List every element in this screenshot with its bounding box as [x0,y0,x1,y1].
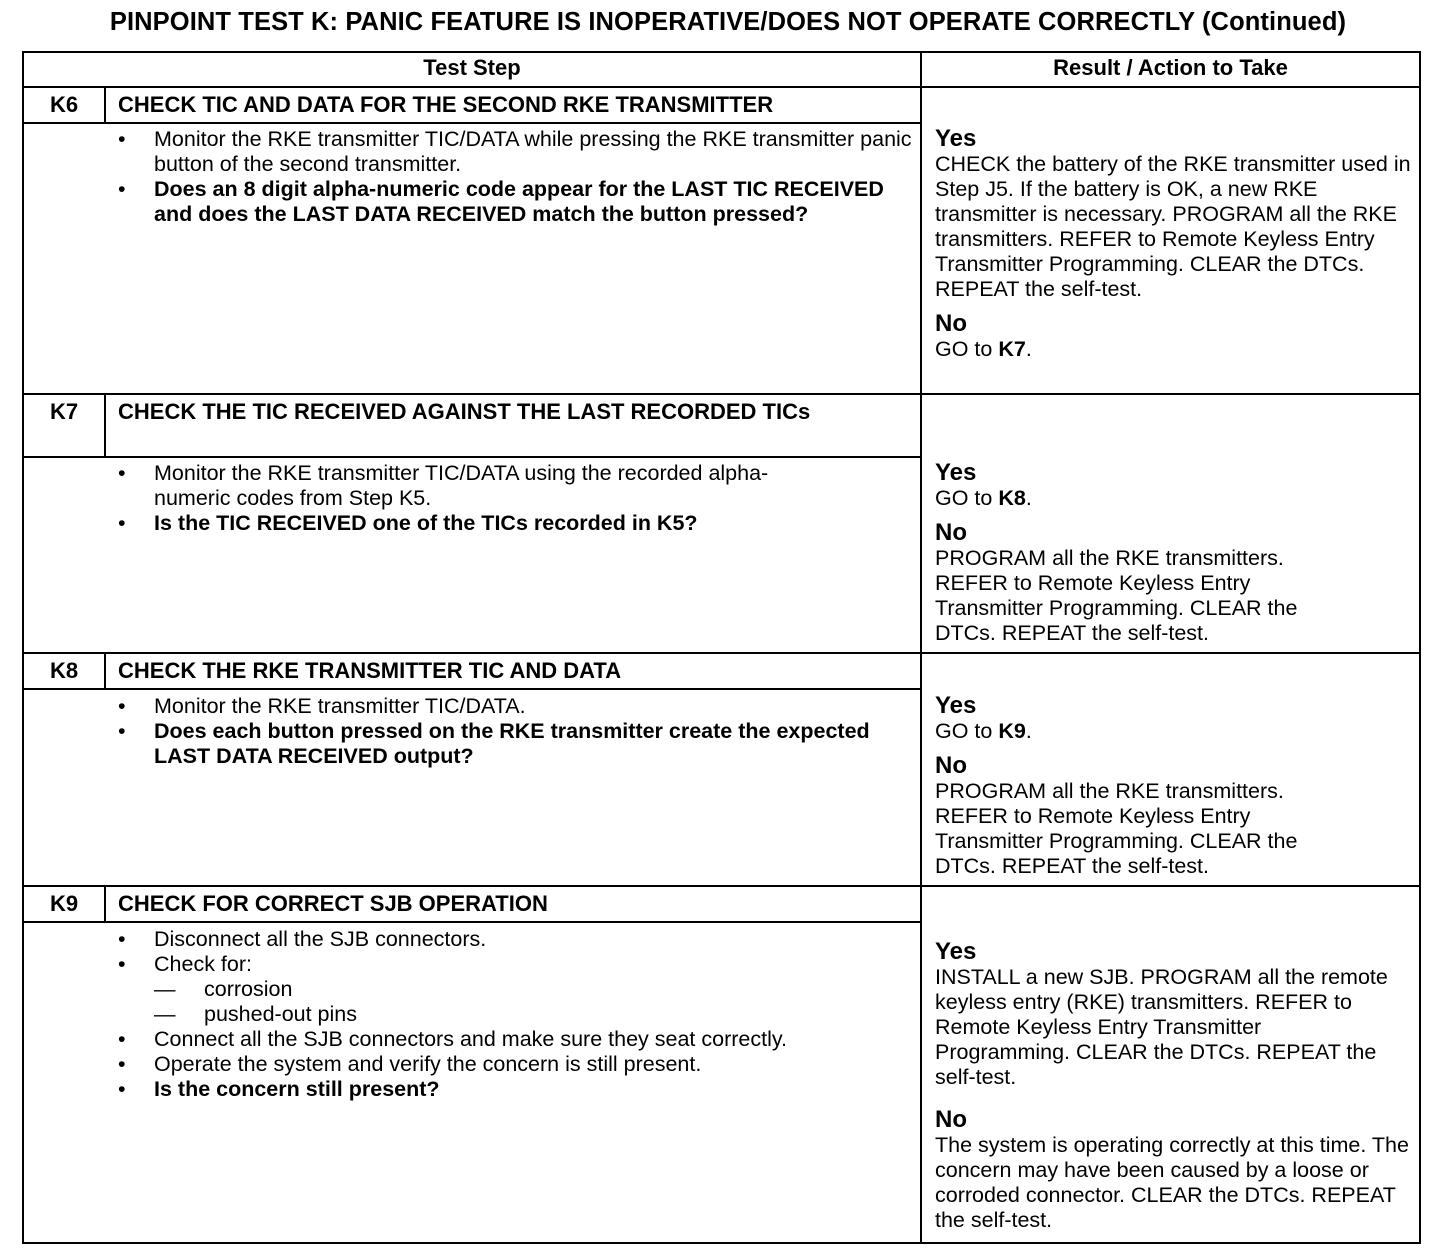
list-item: • Operate the system and verify the concern is still present. [114,1052,914,1077]
list-item: • Monitor the RKE transmitter TIC/DATA while pressing the RKE transmitter panic button of the second transmitter. [114,127,914,177]
goto-step-link[interactable]: K8 [998,486,1026,510]
list-item-question: • Does each button pressed on the RKE transmitter create the expected LAST DATA RECEIVED output? [114,719,914,769]
step-instructions [114,461,914,536]
list-item: • Connect all the SJB connectors and make sure they seat correctly. [114,1027,914,1052]
step-title-divider [22,688,921,690]
step-id-divider [104,86,106,124]
yes-label: Yes [935,459,977,486]
column-header-test-step: Test Step [423,55,521,80]
list-item: • Monitor the RKE transmitter TIC/DATA using the recorded alpha-numeric codes from Step K5. [114,461,914,511]
no-label: No [935,519,967,546]
yes-label: Yes [935,938,977,965]
yes-label: Yes [935,692,977,719]
yes-action: INSTALL a new SJB. PROGRAM all the remote keyless entry (RKE) transmitters. REFER to Remote Keyless Entry Transmitter Programming. CLEAR the DTCs. REPEAT the self-test. [935,965,1388,1089]
list-item-question: • Is the TIC RECEIVED one of the TICs recorded in K5? [114,511,914,536]
sub-list-item: — pushed-out pins [154,1002,357,1026]
step-id: K9 [49,891,79,916]
column-divider [920,51,922,1244]
yes-action: GO to K9. [935,719,1032,743]
step-instructions [114,927,914,1102]
step-result [935,126,1415,362]
step-id-divider [104,393,106,458]
no-action: PROGRAM all the RKE transmitters. REFER to Remote Keyless Entry Transmitter Programming. CLEAR the DTCs. REPEAT the self-test. [935,546,1298,645]
yes-action: GO to K8. [935,486,1032,510]
step-title: CHECK FOR CORRECT SJB OPERATION [118,891,548,916]
no-label: No [935,752,967,779]
column-header-result: Result / Action to Take [1053,55,1288,80]
step-title-divider [22,921,921,923]
sub-list-item: — corrosion [154,977,293,1001]
list-item-question: • Does an 8 digit alpha-numeric code appear for the LAST TIC RECEIVED and does the LAST DATA RECEIVED match the button pressed? [114,177,914,227]
step-instructions [114,694,914,769]
goto-step-link[interactable]: K7 [998,337,1026,361]
step-id: K6 [49,92,79,117]
no-label: No [935,1106,967,1133]
goto-step-link[interactable]: K9 [998,719,1026,743]
list-item: • Monitor the RKE transmitter TIC/DATA. [114,694,914,719]
no-action: PROGRAM all the RKE transmitters. REFER to Remote Keyless Entry Transmitter Programming. CLEAR the DTCs. REPEAT the self-test. [935,779,1298,878]
dash-marker: — [154,1002,176,1026]
step-result [935,460,1415,646]
no-action: GO to K7. [935,337,1032,361]
row-divider [22,393,1421,395]
step-result [935,939,1415,1233]
step-result [935,693,1415,879]
step-id-divider [104,652,106,690]
header-divider [22,86,1421,88]
step-title: CHECK THE RKE TRANSMITTER TIC AND DATA [118,658,622,683]
yes-label: Yes [935,125,977,152]
step-title: CHECK TIC AND DATA FOR THE SECOND RKE TRANSMITTER [118,92,774,117]
dash-marker: — [154,977,176,1001]
page-title: PINPOINT TEST K: PANIC FEATURE IS INOPERATIVE/DOES NOT OPERATE CORRECTLY (Continued) [109,8,1347,36]
yes-action: CHECK the battery of the RKE transmitter used in Step J5. If the battery is OK, a new RKE transmitter is necessary. PROGRAM all the RKE transmitters. REFER to Remote Keyless Entry Transmitter Programming. CLEAR the DTCs. REPEAT the self-test. [935,152,1411,301]
row-divider [22,885,1421,887]
list-item-question: • Is the concern still present? [114,1077,914,1102]
list-item: • Disconnect all the SJB connectors. [114,927,914,952]
no-action: The system is operating correctly at this time. The concern may have been caused by a loose or corroded connector. CLEAR the DTCs. REPEAT the self-test. [935,1133,1409,1232]
row-divider [22,652,1421,654]
step-title-divider [22,122,921,124]
step-id: K7 [49,399,79,424]
list-item: • Check for: [114,952,914,977]
step-id-divider [104,885,106,923]
step-title: CHECK THE TIC RECEIVED AGAINST THE LAST RECORDED TICs [118,399,811,424]
step-instructions [114,127,914,227]
step-title-divider [22,456,921,458]
no-label: No [935,310,967,337]
step-id: K8 [49,658,79,683]
